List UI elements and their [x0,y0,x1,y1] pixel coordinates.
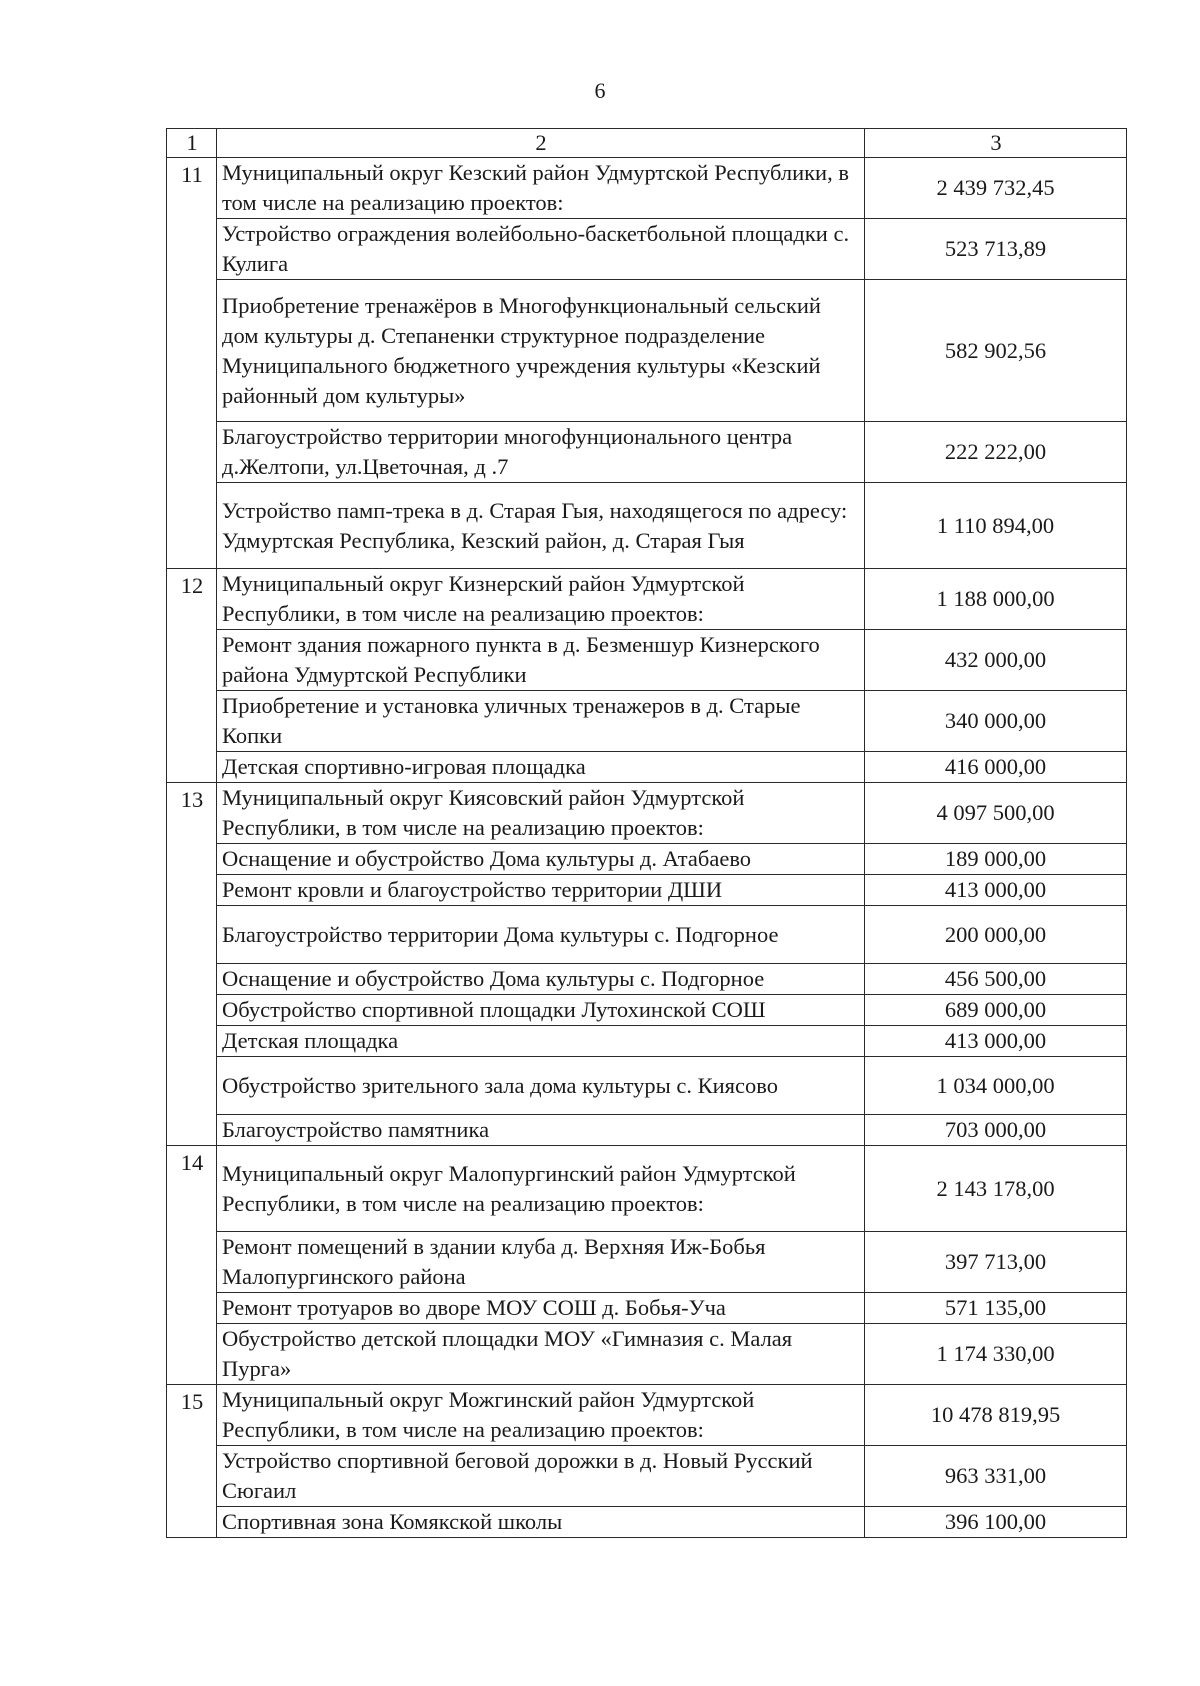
table-row-district [167,783,1127,844]
table-row-project [167,964,1127,995]
table-row-project [167,875,1127,906]
row-amount: 456 500,00 [865,964,1127,995]
row-number-continuation [167,1115,217,1146]
row-description: Муниципальный округ Малопургинский район Удмуртской Республики, в том числе на реализацию проектов: [217,1146,865,1232]
row-amount: 1 034 000,00 [865,1057,1127,1115]
row-amount: 340 000,00 [865,691,1127,752]
row-description: Благоустройство территории Дома культуры с. Подгорное [217,906,865,964]
table-row-project [167,906,1127,964]
row-description: Устройство спортивной беговой дорожки в д. Новый Русский Сюгаил [217,1446,865,1507]
row-amount: 2 143 178,00 [865,1146,1127,1232]
header-col-2: 2 [217,129,865,158]
row-number-continuation [167,1232,217,1293]
row-number-continuation [167,219,217,280]
row-description: Ремонт тротуаров во дворе МОУ СОШ д. Бобья-Уча [217,1293,865,1324]
row-amount: 963 331,00 [865,1446,1127,1507]
row-description: Обустройство детской площадки МОУ «Гимназия с. Малая Пурга» [217,1324,865,1385]
header-col-1: 1 [167,129,217,158]
row-amount: 2 439 732,45 [865,158,1127,219]
table-row-project [167,1324,1127,1385]
row-description: Муниципальный округ Кезский район Удмуртской Республики, в том числе на реализацию проектов: [217,158,865,219]
row-amount: 1 110 894,00 [865,483,1127,569]
row-description: Оснащение и обустройство Дома культуры с. Подгорное [217,964,865,995]
row-amount: 222 222,00 [865,422,1127,483]
row-number: 15 [167,1385,217,1446]
row-amount: 703 000,00 [865,1115,1127,1146]
row-amount: 416 000,00 [865,752,1127,783]
table-row-project [167,483,1127,569]
row-number-continuation [167,906,217,964]
row-description: Благоустройство памятника [217,1115,865,1146]
row-description: Ремонт помещений в здании клуба д. Верхняя Иж-Бобья Малопургинского района [217,1232,865,1293]
row-description: Устройство памп-трека в д. Старая Гыя, находящегося по адресу: Удмуртская Республика, Кезский район, д. Старая Гыя [217,483,865,569]
table-row-project [167,995,1127,1026]
row-number-continuation [167,995,217,1026]
row-description: Приобретение и установка уличных тренажеров в д. Старые Копки [217,691,865,752]
table-row-project [167,1293,1127,1324]
table-row-project [167,422,1127,483]
table-row-project [167,630,1127,691]
row-number-continuation [167,752,217,783]
row-number-continuation [167,964,217,995]
table-row-district [167,1146,1127,1232]
row-number-continuation [167,1507,217,1538]
row-description: Оснащение и обустройство Дома культуры д. Атабаево [217,844,865,875]
table-row-district [167,1385,1127,1446]
row-amount: 523 713,89 [865,219,1127,280]
table-row-district [167,158,1127,219]
row-number-continuation [167,422,217,483]
row-number: 12 [167,569,217,630]
row-number-continuation [167,1293,217,1324]
row-description: Детская спортивно-игровая площадка [217,752,865,783]
row-amount: 189 000,00 [865,844,1127,875]
table-header [167,129,1127,158]
row-number-continuation [167,280,217,422]
table-row-project [167,1057,1127,1115]
table-row-project [167,1026,1127,1057]
table-row-project [167,1446,1127,1507]
row-amount: 4 097 500,00 [865,783,1127,844]
row-description: Обустройство спортивной площадки Лутохинской СОШ [217,995,865,1026]
budget-table [166,128,1127,1538]
row-amount: 397 713,00 [865,1232,1127,1293]
row-description: Муниципальный округ Киясовский район Удмуртской Республики, в том числе на реализацию проектов: [217,783,865,844]
row-number: 13 [167,783,217,844]
row-number-continuation [167,875,217,906]
header-row [167,129,1127,158]
table-body [167,158,1127,1538]
table-row-project [167,280,1127,422]
row-amount: 200 000,00 [865,906,1127,964]
table-row-district [167,569,1127,630]
row-description: Обустройство зрительного зала дома культуры с. Киясово [217,1057,865,1115]
row-number-continuation [167,1324,217,1385]
header-col-3: 3 [865,129,1127,158]
row-amount: 1 188 000,00 [865,569,1127,630]
row-description: Ремонт кровли и благоустройство территории ДШИ [217,875,865,906]
table-row-project [167,1232,1127,1293]
row-description: Муниципальный округ Кизнерский район Удмуртской Республики, в том числе на реализацию проектов: [217,569,865,630]
row-description: Спортивная зона Комякской школы [217,1507,865,1538]
row-description: Приобретение тренажёров в Многофункциональный сельский дом культуры д. Степаненки структурное подразделение Муниципального бюджетного учреждения культуры «Кезский районный дом культуры» [217,280,865,422]
table-row-project [167,691,1127,752]
row-number: 11 [167,158,217,219]
table-row-project [167,219,1127,280]
row-number-continuation [167,1057,217,1115]
table-row-project [167,752,1127,783]
row-description: Ремонт здания пожарного пункта в д. Безменшур Кизнерского района Удмуртской Республики [217,630,865,691]
table-row-project [167,1115,1127,1146]
row-amount: 413 000,00 [865,1026,1127,1057]
row-amount: 582 902,56 [865,280,1127,422]
row-amount: 1 174 330,00 [865,1324,1127,1385]
row-number-continuation [167,844,217,875]
row-amount: 396 100,00 [865,1507,1127,1538]
row-amount: 413 000,00 [865,875,1127,906]
row-amount: 10 478 819,95 [865,1385,1127,1446]
row-description: Детская площадка [217,1026,865,1057]
row-number-continuation [167,630,217,691]
row-description: Муниципальный округ Можгинский район Удмуртской Республики, в том числе на реализацию проектов: [217,1385,865,1446]
table-row-project [167,1507,1127,1538]
row-number-continuation [167,483,217,569]
page-number: 6 [594,78,606,103]
row-number-continuation [167,1446,217,1507]
row-amount: 432 000,00 [865,630,1127,691]
row-amount: 689 000,00 [865,995,1127,1026]
row-number: 14 [167,1146,217,1232]
row-description: Благоустройство территории многофунционального центра д.Желтопи, ул.Цветочная, д .7 [217,422,865,483]
row-number-continuation [167,1026,217,1057]
row-amount: 571 135,00 [865,1293,1127,1324]
row-description: Устройство ограждения волейбольно-баскетбольной площадки с. Кулига [217,219,865,280]
row-number-continuation [167,691,217,752]
table-row-project [167,844,1127,875]
